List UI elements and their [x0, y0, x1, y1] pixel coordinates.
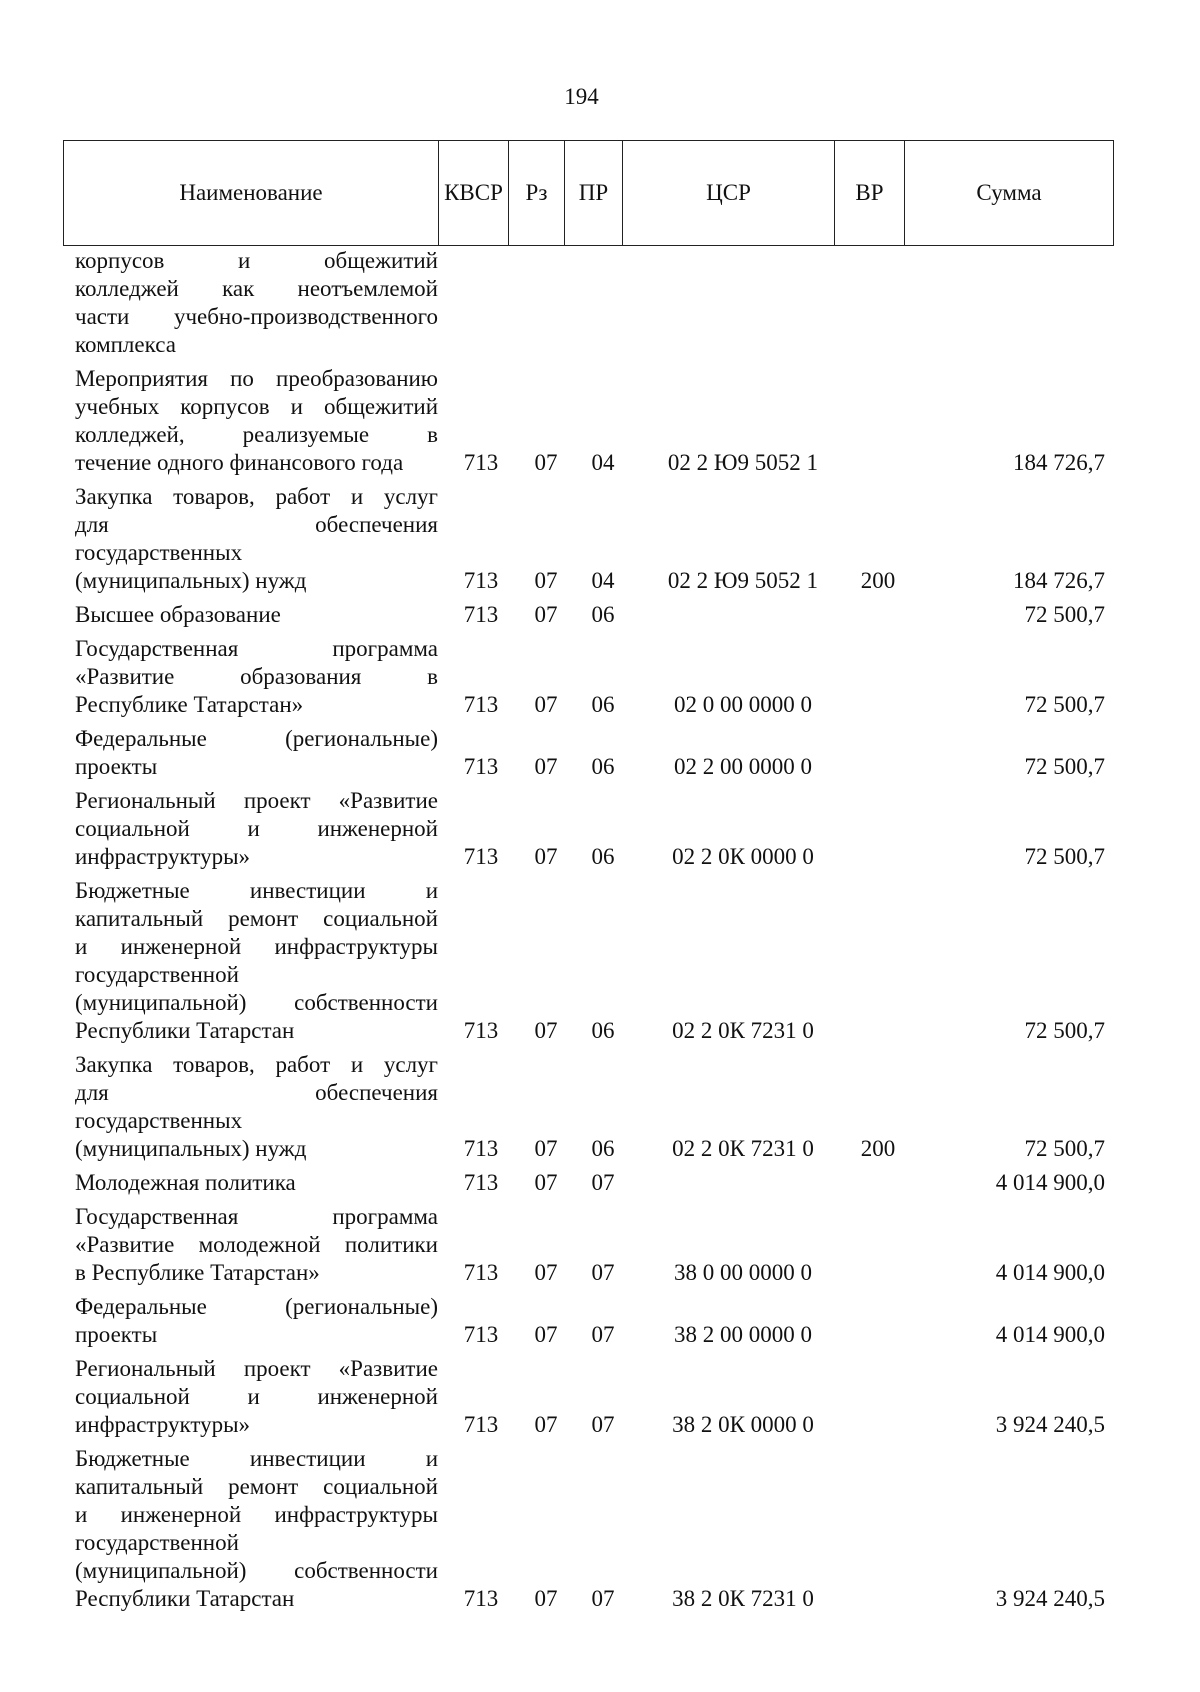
row-name-line: проекты	[75, 754, 158, 779]
cell-csr: 02 2 Ю9 5052 1	[667, 568, 819, 593]
row-name-line: для обеспечения	[75, 1080, 438, 1105]
row-name-line: Региональный проект «Развитие	[75, 788, 438, 813]
row-name	[75, 635, 438, 719]
row-name	[75, 1293, 438, 1349]
cell-csr: 02 2 0К 7231 0	[672, 1018, 814, 1043]
row-name	[75, 1051, 438, 1163]
row-name-line: течение одного финансового года	[75, 450, 404, 475]
table-row	[63, 483, 1113, 595]
cell-pr: 06	[591, 692, 615, 717]
cell-pr: 06	[591, 844, 615, 869]
cell-pr: 06	[591, 1018, 615, 1043]
cell-pr: 06	[591, 602, 615, 627]
table-row	[63, 1445, 1113, 1613]
row-name-line: проекты	[75, 1322, 158, 1347]
row-name-line: в Республике Татарстан»	[75, 1260, 320, 1285]
cell-kvsr: 713	[463, 1322, 499, 1347]
row-name	[75, 601, 438, 629]
row-name-line: Высшее образование	[75, 602, 281, 627]
cell-csr: 02 2 00 0000 0	[674, 754, 812, 779]
cell-csr: 38 2 0К 7231 0	[672, 1586, 814, 1611]
cell-rz: 07	[534, 1260, 558, 1285]
cell-kvsr: 713	[463, 844, 499, 869]
table-row	[63, 601, 1113, 629]
cell-kvsr: 713	[463, 692, 499, 717]
cell-kvsr: 713	[463, 1136, 499, 1161]
table-row	[63, 1355, 1113, 1439]
row-name	[75, 877, 438, 1045]
header-sum: Сумма	[905, 141, 1114, 246]
header-vr: ВР	[835, 141, 905, 246]
row-name	[75, 365, 438, 477]
cell-sum: 184 726,7	[1013, 568, 1105, 593]
cell-csr: 02 2 0К 7231 0	[672, 1136, 814, 1161]
cell-pr: 07	[591, 1412, 615, 1437]
cell-kvsr: 713	[463, 754, 499, 779]
row-name-line: для обеспечения	[75, 512, 438, 537]
row-name-line: государственной	[75, 962, 239, 987]
cell-pr: 06	[591, 754, 615, 779]
row-name-line: Закупка товаров, работ и услуг	[75, 484, 438, 509]
cell-sum: 3 924 240,5	[995, 1586, 1105, 1611]
row-name-line: части учебно-производственного	[75, 304, 438, 329]
cell-rz: 07	[534, 1586, 558, 1611]
cell-kvsr: 713	[463, 1260, 499, 1285]
cell-pr: 06	[591, 1136, 615, 1161]
row-name-line: Государственная программа	[75, 1204, 438, 1229]
cell-sum: 4 014 900,0	[995, 1170, 1105, 1195]
cell-csr: 38 2 00 0000 0	[674, 1322, 812, 1347]
row-name-line: учебных корпусов и общежитий	[75, 394, 438, 419]
cell-kvsr: 713	[463, 568, 499, 593]
table-row	[63, 725, 1113, 781]
cell-csr: 02 0 00 0000 0	[674, 692, 812, 717]
row-name	[75, 1203, 438, 1287]
row-name-line: капитальный ремонт социальной	[75, 1474, 438, 1499]
cell-kvsr: 713	[463, 1412, 499, 1437]
row-name	[75, 725, 438, 781]
cell-pr: 07	[591, 1260, 615, 1285]
cell-kvsr: 713	[463, 450, 499, 475]
row-name-line: инфраструктуры»	[75, 1412, 251, 1437]
row-name-line: (муниципальных) нужд	[75, 1136, 307, 1161]
row-name	[75, 1445, 438, 1613]
cell-sum: 4 014 900,0	[995, 1322, 1105, 1347]
cell-vr: 200	[860, 568, 896, 593]
row-name-line: «Развитие образования в	[75, 664, 438, 689]
cell-sum: 72 500,7	[1024, 1136, 1105, 1161]
cell-csr: 02 2 0К 0000 0	[672, 844, 814, 869]
row-name-line: комплекса	[75, 332, 176, 357]
cell-pr: 07	[591, 1586, 615, 1611]
row-name-line: инфраструктуры»	[75, 844, 251, 869]
row-name-line: Государственная программа	[75, 636, 438, 661]
cell-rz: 07	[534, 1412, 558, 1437]
cell-sum: 72 500,7	[1024, 844, 1105, 869]
cell-kvsr: 713	[463, 602, 499, 627]
header-rz: Рз	[509, 141, 565, 246]
row-name	[75, 787, 438, 871]
cell-pr: 07	[591, 1170, 615, 1195]
row-name-line: колледжей как неотъемлемой	[75, 276, 438, 301]
row-name-line: Федеральные (региональные)	[75, 1294, 438, 1319]
row-name-line: капитальный ремонт социальной	[75, 906, 438, 931]
table-row	[63, 877, 1113, 1045]
row-name-line: государственной	[75, 1530, 239, 1555]
row-name	[75, 247, 438, 359]
cell-rz: 07	[534, 602, 558, 627]
row-name-line: Бюджетные инвестиции и	[75, 878, 438, 903]
header-kvsr: КВСР	[439, 141, 509, 246]
row-name-line: и инженерной инфраструктуры	[75, 1502, 438, 1527]
row-name-line: Республики Татарстан	[75, 1018, 295, 1043]
row-name-line: (муниципальных) нужд	[75, 568, 307, 593]
cell-csr: 38 0 00 0000 0	[674, 1260, 812, 1285]
header-name: Наименование	[64, 141, 439, 246]
row-name	[75, 1169, 438, 1197]
cell-rz: 07	[534, 450, 558, 475]
cell-sum: 72 500,7	[1024, 1018, 1105, 1043]
row-name	[75, 483, 438, 595]
row-name-line: государственных	[75, 540, 243, 565]
cell-sum: 4 014 900,0	[995, 1260, 1105, 1285]
cell-rz: 07	[534, 1322, 558, 1347]
cell-rz: 07	[534, 754, 558, 779]
cell-pr: 07	[591, 1322, 615, 1347]
cell-rz: 07	[534, 1170, 558, 1195]
cell-sum: 184 726,7	[1013, 450, 1105, 475]
cell-sum: 72 500,7	[1024, 754, 1105, 779]
cell-pr: 04	[591, 568, 615, 593]
cell-rz: 07	[534, 692, 558, 717]
row-name-line: Молодежная политика	[75, 1170, 296, 1195]
cell-rz: 07	[534, 1018, 558, 1043]
table-row	[63, 635, 1113, 719]
cell-vr: 200	[860, 1136, 896, 1161]
cell-kvsr: 713	[463, 1018, 499, 1043]
cell-pr: 04	[591, 450, 615, 475]
table-row	[63, 365, 1113, 477]
cell-sum: 3 924 240,5	[995, 1412, 1105, 1437]
table-row	[63, 787, 1113, 871]
row-name-line: корпусов и общежитий	[75, 248, 438, 273]
page-number: 194	[564, 84, 599, 109]
row-name-line: Мероприятия по преобразованию	[75, 366, 438, 391]
cell-rz: 07	[534, 844, 558, 869]
row-name-line: Республике Татарстан»	[75, 692, 304, 717]
table-row	[63, 1051, 1113, 1163]
cell-csr: 02 2 Ю9 5052 1	[667, 450, 819, 475]
cell-kvsr: 713	[463, 1170, 499, 1195]
cell-kvsr: 713	[463, 1586, 499, 1611]
row-name-line: Региональный проект «Развитие	[75, 1356, 438, 1381]
row-name-line: (муниципальной) собственности	[75, 990, 438, 1015]
row-name-line: «Развитие молодежной политики	[75, 1232, 438, 1257]
row-name-line: Бюджетные инвестиции и	[75, 1446, 438, 1471]
row-name-line: Федеральные (региональные)	[75, 726, 438, 751]
table-row	[63, 1203, 1113, 1287]
row-name-line: социальной и инженерной	[75, 1384, 438, 1409]
cell-rz: 07	[534, 568, 558, 593]
table-body	[63, 247, 1113, 1619]
cell-sum: 72 500,7	[1024, 602, 1105, 627]
row-name-line: Закупка товаров, работ и услуг	[75, 1052, 438, 1077]
row-name-line: колледжей, реализуемые в	[75, 422, 438, 447]
table-header	[63, 140, 1114, 246]
row-name-line: Республики Татарстан	[75, 1586, 295, 1611]
row-name-line: социальной и инженерной	[75, 816, 438, 841]
header-pr: ПР	[565, 141, 623, 246]
header-csr: ЦСР	[623, 141, 835, 246]
cell-rz: 07	[534, 1136, 558, 1161]
row-name-line: государственных	[75, 1108, 243, 1133]
table-row	[63, 247, 1113, 359]
table-row	[63, 1169, 1113, 1197]
table-row	[63, 1293, 1113, 1349]
row-name-line: и инженерной инфраструктуры	[75, 934, 438, 959]
cell-csr: 38 2 0К 0000 0	[672, 1412, 814, 1437]
row-name-line: (муниципальной) собственности	[75, 1558, 438, 1583]
cell-sum: 72 500,7	[1024, 692, 1105, 717]
row-name	[75, 1355, 438, 1439]
